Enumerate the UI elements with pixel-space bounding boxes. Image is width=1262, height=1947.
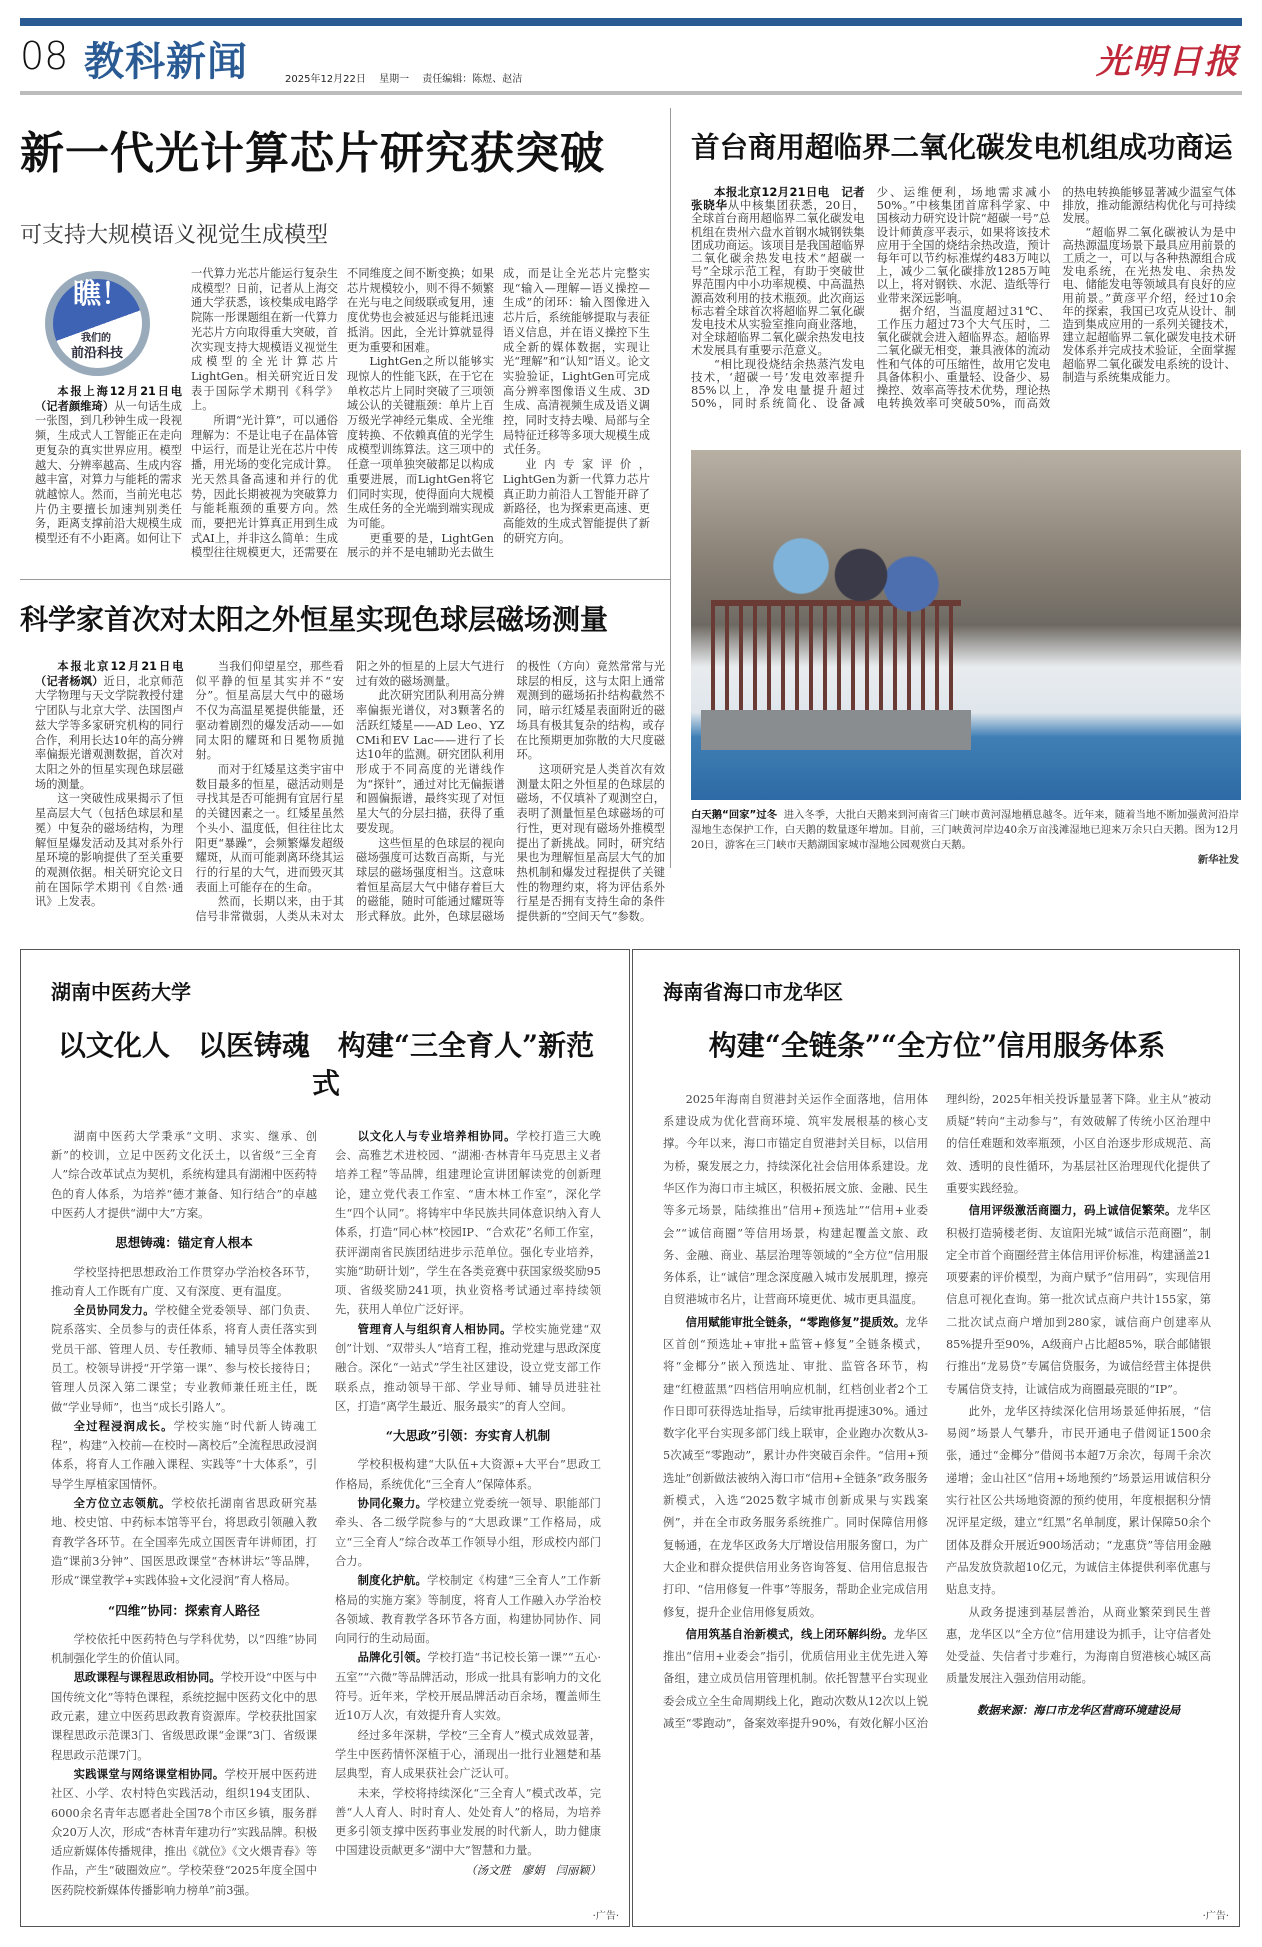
- paragraph-text: 此次研究团队利用高分辨率偏振光谱仪，对3颗著名的活跃红矮星——AD Leo、YZ CMi和EV Lac——进行了长达10年的监测。研究团队利用形成于不同高度的光谱线作为“探针”，通过对比无偏振谱和圆偏振谱，最终实现了对恒星大气的分层扫描，获得了重要发现。: [356, 689, 505, 835]
- left-column: [20, 108, 670, 925]
- paragraph-lead: 信用赋能审批全链条，“零跑修复”提质效。: [685, 1315, 906, 1329]
- paragraph: [51, 1263, 317, 1302]
- paragraph-text: 学校坚持把思想政治工作贯穿办学治校各环节，推动育人工作既有广度、又有深度、更有温度。: [51, 1265, 317, 1298]
- editors: 责任编辑：陈煜、赵洁: [422, 74, 523, 85]
- issue-meta: [285, 70, 532, 85]
- top-color-bar: [20, 18, 1242, 26]
- paragraph-text: 学校实施“时代新人铸魂工程”，构建“入校前—在校时—离校后”全流程思政浸润体系，将育人工作融入课程、实践等“十大体系”，引导学生厚植家国情怀。: [51, 1419, 317, 1491]
- paragraph-lead: 本报上海12月21日电（记者颜维琦）: [35, 385, 182, 413]
- paragraph-lead: 制度化护航。: [357, 1574, 428, 1588]
- article3-headline: 科学家首次对太阳之外恒星实现色球层磁场测量: [20, 603, 609, 637]
- paragraph-text: 然而，长期以来，由于其信号非常微弱，人类从未对太阳之外的恒星的上层大气进行过有效的磁场测量。: [195, 660, 505, 924]
- paragraph-text: 业内专家评价，LightGen为新一代算力芯片真正助力前沿人工智能开辟了新路径，也为探索更高速、更高能效的生成式智能提供了新的研究方向。: [503, 458, 650, 545]
- paragraph-text: 据介绍，当温度超过31℃、工作压力超过73个大气压时，二氧化碳就会进入超临界态。超临界二氧化碳无相变，兼具液体的流动性和气体的可压缩性，故用它发电具备体积小、重量轻、设备少、易操控、效率高等技术优势，理论热电转换效率可突破50%，而高效的热电转换能够显著减少温室气体排放，推动能源结构优化与可持续发展。: [876, 185, 1236, 411]
- paragraph-text: 学校依托中医药特色与学科优势，以“四维”协同机制强化学生的价值认同。: [51, 1632, 317, 1666]
- paragraph: [663, 1312, 928, 1624]
- paragraph-lead: 全员协同发力。: [73, 1304, 155, 1318]
- paragraph-text: “超临界二氧化碳被认为是中高热源温度场景下最具应用前景的工质之一，可以与各种热源组合成发电系统，在光热发电、余热发电、储能发电等领域具有良好的应用前景。”黄彦平介绍，经过10余年的探索，我国已攻克从设计、制造到集成应用的一系列关键技术，建立起超临界二氧化碳发电技术研发体系并完成技术验证，全面掌握超临界二氧化碳发电系统的设计、制造与系统集成能力。: [1062, 224, 1236, 384]
- paragraph-lead: 全过程浸润成长。: [73, 1419, 174, 1433]
- paragraph-text: 学校开设“中医与中国传统文化”等特色课程，系统挖掘中医药文化中的思政元素，建立中医药思政教育资源库。学校获批国家课程思政示范课3门、省级思政课“金课”3门、省级课程思政示范课7门。: [51, 1671, 317, 1762]
- paragraph-text: 经过多年深耕，学校“三全育人”模式成效显著，学生中医药情怀深植于心，涌现出一批行业翘楚和基层典型，育人成果获社会广泛认可。: [335, 1728, 601, 1781]
- paragraph-text: 学校积极构建“大队伍+大资源+大平台”思政工作格局，系统优化“三全育人”保障体系。: [335, 1458, 601, 1491]
- paragraph-lead: 信用筑基自治新模式，线上闭环解纠纷。: [685, 1627, 894, 1641]
- advertisement-hunan-tcm: [20, 949, 630, 1927]
- ad-headline: 以文化人 以医铸魂 构建“三全育人”新范式: [57, 1028, 595, 1100]
- paragraph: [335, 1455, 601, 1494]
- paragraph-text: 学校打造“书记校长第一课”“五心·五室”“六微”等品牌活动，形成一批具有影响力的文化符号。近年来，学校开展品牌活动百余场，覆盖师生近10万人次，有效提升育人实效。: [335, 1651, 601, 1723]
- paragraph: [51, 1127, 317, 1223]
- paragraph: [335, 1320, 601, 1416]
- ad-organization: 湖南中医药大学: [51, 979, 191, 1004]
- ad-label: ·广告·: [1202, 1911, 1229, 1922]
- paragraph-text: 学校打造三大晚会、高雅艺术进校园、“湖湘·杏林青年马克思主义者培养工程”等品牌，组建理论宣讲团解读党的创新理论，建立党代表工作室、“唐木林工作室”，深化学生“四个认同”。将铸牢中华民族共同体意识纳入育人体系，打造“同心林”校园IP、“合欢花”名师工作室，获评湖南省民族团结进步示范单位。强化专业培养，实施“助研计划”，学生在各类竞赛中获国家级奖励95项、省级奖励241项，执业资格考试通过率持续领先，获用人单位广泛好评。: [335, 1129, 601, 1317]
- paragraph: [51, 1765, 317, 1900]
- paragraph-text: 龙华区推出“信用+业委会”指引，优质信用业主优先进入筹备组，建立成员信用管理机制。依托智慧平台实现业委会成立全生命周期线上化，跑动次数从12次以上锐减至“零跑动”，备案效率提升90%，有效化解小区治理纠纷，2025年相关投诉量显著下降。业主从“被动质疑”转向“主动参与”，有效破解了传统小区治理中的信任难题和效率瓶颈，小区自治逐步形成规范、高效、透明的良性循环，为基层社区治理现代化提供了重要实践经验。: [663, 1092, 1211, 1731]
- paragraph-lead: 本报北京12月21日电 记者张晓华: [691, 185, 865, 213]
- paragraph: [196, 660, 345, 763]
- paragraph-text: 学校实施党建“双创”计划、“双带头人”培育工程，推动党建与思政深度融合。深化“一站式”学生社区建设，设立党支部工作联系点，推动领导干部、学业导师、辅导员进驻社区，打造“离学生最近、服务最实”的育人空间。: [335, 1322, 601, 1413]
- paragraph: [35, 660, 184, 792]
- issue-weekday: 星期一: [379, 74, 410, 85]
- paragraph-text: 学校开展中医药进社区、小学、农村特色实践活动，组织194支团队、6000余名青年志愿者赴全国78个市区乡镇，服务群众20万人次，形成“杏林青年建功行”实践品牌。积极适应新媒体传播规律，推出《就位》《文火煨青春》等作品，产生“破圈效应”。学校荣登“2025年度全国中医药院校新媒体传播影响力榜单”前3强。: [51, 1767, 317, 1897]
- paragraph-text: 当我们仰望星空，那些看似平静的恒星其实并不“安分”。恒星高层大气中的磁场不仅为高温星冕提供能量，还驱动着剧烈的爆发活动——如同太阳的耀斑和日冕物质抛射。: [195, 660, 344, 762]
- paragraph: [946, 1602, 1211, 1691]
- paragraph-lead: 实践课堂与网络课堂相协同。: [73, 1767, 225, 1781]
- subheading: “四维”协同：探索育人路径: [108, 1602, 260, 1618]
- paragraph-text: 从政务提速到基层善治，从商业繁荣到民生普惠，龙华区以“全方位”信用建设为抓手，让守信者处处受益、失信者寸步难行，为海南自贸港核心城区高质量发展注入强劲信用动能。: [946, 1605, 1211, 1686]
- photo-dock: [701, 710, 971, 750]
- masthead-logo: 光明日报: [1096, 42, 1240, 82]
- subheading: “大思政”引领：夯实育人机制: [385, 1428, 551, 1444]
- paragraph-text: 从中核集团获悉，20日，全球首台商用超临界二氧化碳发电机组在贵州六盘水首钢水城钢铁集团成功商运。该项目是我国超临界二氧化碳余热发电技术“超碳一号”全球示范工程，有助于突破世界范围内中小功率规模、中高温热源高效利用的技术瓶颈。此次商运标志着全球首次将超临界二氧化碳发电技术从实验室推向商业落地，对全球超临界二氧化碳余热发电技术发展具有重要示范意义。: [691, 198, 865, 358]
- paragraph: [196, 763, 345, 895]
- article-divider: [20, 579, 670, 580]
- paragraph-lead: 以文化人与专业培养相协同。: [357, 1129, 517, 1143]
- paragraph-lead: 全方位立志领航。: [73, 1497, 172, 1511]
- paragraph-text: 学校建立党委统一领导、职能部门牵头、各二级学院参与的“大思政课”工作格局，成立“三全育人”综合改革工作领导小组，形成校内部门合力。: [335, 1497, 601, 1568]
- article2-headline: 首台商用超临界二氧化碳发电机组成功商运: [691, 130, 1233, 164]
- paragraph-text: 学校健全党委领导、部门负责、院系落实、全员参与的责任体系，将育人责任落实到党员干部、管理人员、专任教师、辅导员等全体教职员工。校领导讲授“开学第一课”、参与校长接待日；管理人员深入第二课堂；专业教师兼任班主任，既做“学业导师”，也当“成长引路人”。: [51, 1304, 317, 1414]
- byline: （汤文胜 廖娟 闫丽颖）: [465, 1863, 601, 1877]
- paragraph: [517, 763, 666, 925]
- paragraph: [335, 1784, 601, 1861]
- logo-line2: 前沿科技: [71, 346, 124, 361]
- paragraph-text: 此外，龙华区持续深化信用场景延伸拓展，“信易阅”场景人气攀升，市民开通电子借阅证1500余张，通过“金椰分”借阅书本超7万余次，每周千余次递增；金山社区“信用+场地预约”场景运用诚信积分实行社区公共场地资源的预约使用，年度根据积分情况评星定级，建立“红黑”名单制度，累计保障50余个团体及群众开展近900场活动；“龙惠贷”等信用金融产品发放贷款超10亿元，为诚信主体提供利率优惠与贴息支持。: [946, 1404, 1211, 1597]
- paragraph: [347, 355, 494, 531]
- page-number: 08: [20, 34, 69, 78]
- paragraph: [51, 1494, 317, 1590]
- article1-headline: 新一代光计算芯片研究获突破: [20, 128, 605, 179]
- paragraph: [946, 1401, 1211, 1602]
- news-area: [20, 108, 1242, 925]
- paragraph: [946, 1200, 1211, 1401]
- subheading: 思想铸魂：锚定育人根本: [115, 1235, 253, 1251]
- paragraph-lead: 思政课程与课程思政相协同。: [73, 1671, 221, 1685]
- paragraph-text: 这项研究是人类首次有效测量太阳之外恒星的色球层的磁场，不仅填补了观测空白，表明了测量恒星色球磁场的可行性，更对现有磁场外推模型提出了新挑战。同时，研究结果也为理解恒星高层大气的加热机制和爆发过程提供了关键性的物理约束，将为评估系外行星是否拥有支持生命的条件提供新的“空间天气”参数。: [516, 762, 665, 924]
- paragraph-text: 湖南中医药大学秉承“文明、求实、继承、创新”的校训，立足中医药文化沃土，以省级“三全育人”综合改革试点为契机，系统构建具有湖湘中医药特色的育人体系，为培养“德才兼备、知行结合”的卓越中医药人才提供“湖中大”方案。: [51, 1129, 317, 1220]
- paragraph-text: 从一句话生成一张图，到几秒钟生成一段视频，生成式人工智能正在走向更复杂的真实世界应用。模型越大、分辨率越高、生成内容越丰富，对算力与能耗的需求就越惊人。然而，当前光电芯片仍主要擅长加速判别类任务，距离支撑前沿大规模生成模型还有不小距离。如何让下一代算力光芯片能运行复杂生成模型？日前，记者从上海交通大学获悉，该校集成电路学院陈一彤课题组在新一代算力光芯片方向取得重大突破，首次实现支持大规模语义视觉生成模型的全光计算芯片LightGen。相关研究近日发表于国际学术期刊《科学》上。: [35, 267, 338, 546]
- ad-organization: 海南省海口市龙华区: [663, 979, 843, 1004]
- paragraph-lead: 协同化聚力。: [357, 1497, 428, 1511]
- paragraph-text: “相比现役烧结余热蒸汽发电技术，‘超碳一号’发电效率提升85%以上，净发电量提升超过50%，同时系统简化、设备减少、运维便利，场地需求减小50%。”中核集团首席科学家、中国核动力研究设计院“超碳一号”总设计师黄彦平表示，如果将该技术应用于全国的烧结余热改造，预计每年可以节约标准煤约483万吨以上，减少二氧化碳排放1285万吨以上，将对钢铁、水泥、造纸等行业带来深远影响。: [691, 185, 1051, 411]
- ad-body: [51, 1127, 601, 1900]
- section-title: 教科新闻: [84, 38, 248, 85]
- paragraph: [335, 1648, 601, 1725]
- paragraph: [51, 1301, 317, 1417]
- paragraph-text: 未来，学校将持续深化“三全育人”模式改革，完善“人人育人、时时育人、处处育人”的格局，为培养更多引领支撑中医药事业发展的时代新人，助力健康中国建设贡献更多“湖中大”智慧和力量。: [335, 1786, 601, 1858]
- article2-body: [691, 186, 1236, 410]
- paragraph: [335, 1494, 601, 1571]
- paragraph: [35, 792, 184, 910]
- article3-body: [35, 660, 665, 925]
- swans-photo: [691, 450, 1241, 800]
- paragraph-text: 近日，北京师范大学物理与天文学院教授付建宁团队与北京大学、法国图卢兹大学等多家研究机构的同行合作，利用长达10年的高分辨率偏振光谱观测数据，首次对太阳之外的恒星实现色球层磁场的测量。: [35, 674, 184, 791]
- paragraph-text: LightGen之所以能够实现惊人的性能飞跃，在于它在单枚芯片上同时突破了三项领域公认的关键瓶颈：单片上百万级光学神经元集成、全光维度转换、不依赖真值的光学生成模型训练算法。这三项中的任意一项单独突破都足以构成重要进展，而LightGen将它们同时实现，使得面向大规模生成任务的全光端到端实现成为可能。: [347, 355, 494, 530]
- paragraph-text: 而对于红矮星这类宇宙中数目最多的恒星，磁活动则是寻找其是否可能拥有宜居行星的关键因素之一。红矮星虽然个头小、温度低，但往往比太阳更“暴躁”，会频繁爆发超级耀斑，从而可能剥离环绕其运行的行星的大气，进而毁灭其表面上可能存在的生命。: [195, 762, 344, 894]
- paragraph-lead: 品牌化引领。: [357, 1651, 428, 1665]
- page-content: [20, 108, 1242, 1947]
- photo-credit: 新华社发: [1197, 854, 1239, 867]
- paragraph-lead: 管理育人与组织育人相协同。: [357, 1322, 513, 1336]
- logo-big-text: 瞧！: [73, 277, 130, 310]
- paragraph: [503, 458, 650, 546]
- paragraph-text: 所谓“光计算”，可以通俗理解为：不是让电子在晶体管中运行，而是让光在芯片中传播，用光场的变化完成计算。光天然具备高速和并行的优势，因此长期被视为突破算力与能耗瓶颈的重要方向。然而，要把光计算真正用到生成式AI上，并非这么简单：生成模型往往规模更大，还需要在不同维度之间不断变换；如果芯片规模较小，则不得不频繁在光与电之间级联或复用，速度优势也会被延迟与能耗迅速抵消。因此，全光计算就显得更为重要和困难。: [191, 267, 494, 560]
- paragraph: [335, 1571, 601, 1648]
- paragraph: [51, 1630, 317, 1669]
- paragraph: [51, 1668, 317, 1764]
- paragraph-text: 2025年海南自贸港封关运作全面落地，信用体系建设成为优化营商环境、筑牢发展根基的核心支撑。今年以来，海口市锚定自贸港封关目标，以信用为桥，聚发展之力，持续深化社会信用体系建设。龙华区作为海口市主城区，积极拓展文旅、金融、民生等多元场景，陆续推出“信用+预选址”“信用+业委会”“诚信商圈”等信用场景，构建起覆盖文旅、政务、金融、商业、基层治理等领域的“全方位”信用服务体系，让“诚信”理念深度融入城市发展肌理，擦亮自贸港城市名片，让营商环境更优、城市更具温度。: [663, 1092, 928, 1307]
- paragraph-text: 学校依托湖南省思政研究基地、校史馆、中药标本馆等平台，将思政引领融入教育教学各环节。在全国率先成立国医青年讲师团，打造“课前3分钟”、国医思政课堂“杏林讲坛”等品牌，形成“课堂教学+实践体验+文化浸润”育人格局。: [51, 1497, 317, 1588]
- right-column: [670, 108, 1242, 868]
- header-divider: [20, 91, 1242, 95]
- photo-caption: [691, 808, 1239, 868]
- logo-line1: 我们的: [81, 333, 111, 344]
- issue-date: 2025年12月22日: [285, 74, 366, 85]
- paragraph-text: 这些恒星的色球层的视向磁场强度可达数百高斯，与光球层的磁场强度相当。这意味着恒星高层大气中储存着巨大的磁能，随时可能通过耀斑等形式释放。此外，色球层磁场的极性（方向）竟然常常与光球层的相反，这与太阳上通常观测到的磁场拓扑结构截然不同，暗示红矮星表面附近的磁场具有极其复杂的结构，或存在比预期更加弥散的大尺度磁环。: [356, 660, 665, 924]
- ad-label: ·广告·: [592, 1911, 619, 1922]
- article1-subtitle: 可支持大规模语义视觉生成模型: [20, 223, 329, 248]
- data-source: 数据来源：海口市龙华区营商环境建设局: [976, 1702, 1181, 1717]
- paragraph: [1062, 226, 1236, 384]
- paragraph-lead: 本报北京12月21日电（记者杨飒）: [35, 660, 184, 688]
- advertisement-area: [20, 949, 1242, 1927]
- photo-visitors: [741, 530, 941, 620]
- caption-text: 进入冬季，大批白天鹅来到河南省三门峡市黄河湿地栖息越冬。近年来，随着当地不断加强黄河沿岸湿地生态保护工作，白天鹅的数量逐年增加。目前，三门峡黄河岸边40余万亩浅滩湿地已迎来万余只白天鹅。图为12月20日，游客在三门峡市天鹅湖国家城市湿地公园观赏白天鹅。: [691, 809, 1239, 852]
- article1-body: [35, 267, 650, 561]
- paragraph: [663, 1089, 928, 1312]
- paragraph: [691, 186, 865, 358]
- paragraph-text: 学校制定《构建“三全育人”工作新格局的实施方案》等制度，将育人工作融入办学治校各领域、教育教学各环节各方面，构建协同协作、同向同行的生动局面。: [335, 1574, 601, 1646]
- paragraph-lead: 信用评级激活商圈力，码上诚信促繁荣。: [968, 1204, 1177, 1218]
- paragraph-text: 更重要的是，LightGen展示的并不是电辅助光去做生成，而是让全光芯片完整实现“输入—理解—语义操控—生成”的闭环：输入图像进入芯片后，系统能够提取与表征语义信息，并在语义操控下生成全新的媒体数据，实现让光“理解”和“认知”语义。论文实验验证，LightGen可完成高分辨率图像语义生成、3D生成、高清视频生成及语义调控，同时支持去噪、局部与全局特征迁移等多项大规模生成式任务。: [347, 267, 650, 560]
- paragraph-text: 龙华区积极打造骑楼老街、友谊阳光城“诚信示范商圈”，制定全市首个商圈经营主体信用评价标准，构建涵盖21项要素的评价模型，为商户赋予“信用码”，实现信用信息可视化查询。第一批次试点商户共计155家，第二批次试点商户增加到280家，诚信商户创建率从85%提升至90%，A级商户占比超85%，联合邮储银行推出“龙易贷”专属信贷服务，为诚信经营主体提供专属信贷支持，让诚信成为商圈最亮眼的“IP”。: [946, 1204, 1211, 1396]
- frontier-tech-logo: [35, 267, 182, 385]
- paragraph-text: 龙华区首创“预选址+审批+监管+修复”全链条模式，将“金椰分”嵌入预选址、审批、监管各环节，构建“红橙蓝黑”四档信用响应机制，红档创业者2个工作日即可获得选址指导，后续审批再提速30%。通过数字化平台实现多部门线上联审，企业跑办次数从3-5次减至“零跑动”，累计办件突破百余件。“信用+预选址”创新做法被纳入海口市“信用+全链条”政务服务新模式，入选“2025数字城市创新成果与实践案例”，并在全市政务服务系统推广。同时保障信用修复畅通，在龙华区政务大厅增设信用服务窗口，为广大企业和群众提供信用业务咨询答复、信用信息报告打印、“信用修复一件事”等服务，帮助企业完成信用修复，提升企业信用修复质效。: [663, 1315, 928, 1619]
- advertisement-longhua: [632, 949, 1240, 1927]
- paragraph: [335, 1127, 601, 1320]
- caption-title: 白天鹅“回家”过冬: [691, 809, 778, 822]
- paragraph: [335, 1726, 601, 1784]
- paragraph-text: 这一突破性成果揭示了恒星高层大气（包括色球层和星冕）中复杂的磁场结构，为理解恒星爆发活动及其对系外行星环境的影响提供了至关重要的观测依据。相关研究论文日前在国际学术期刊《自然·通讯》上发表。: [35, 792, 184, 909]
- ad-body: [663, 1089, 1211, 1736]
- paragraph: [51, 1417, 317, 1494]
- ad-headline: 构建“全链条”“全方位”信用服务体系: [708, 1028, 1166, 1062]
- paragraph: [356, 689, 505, 836]
